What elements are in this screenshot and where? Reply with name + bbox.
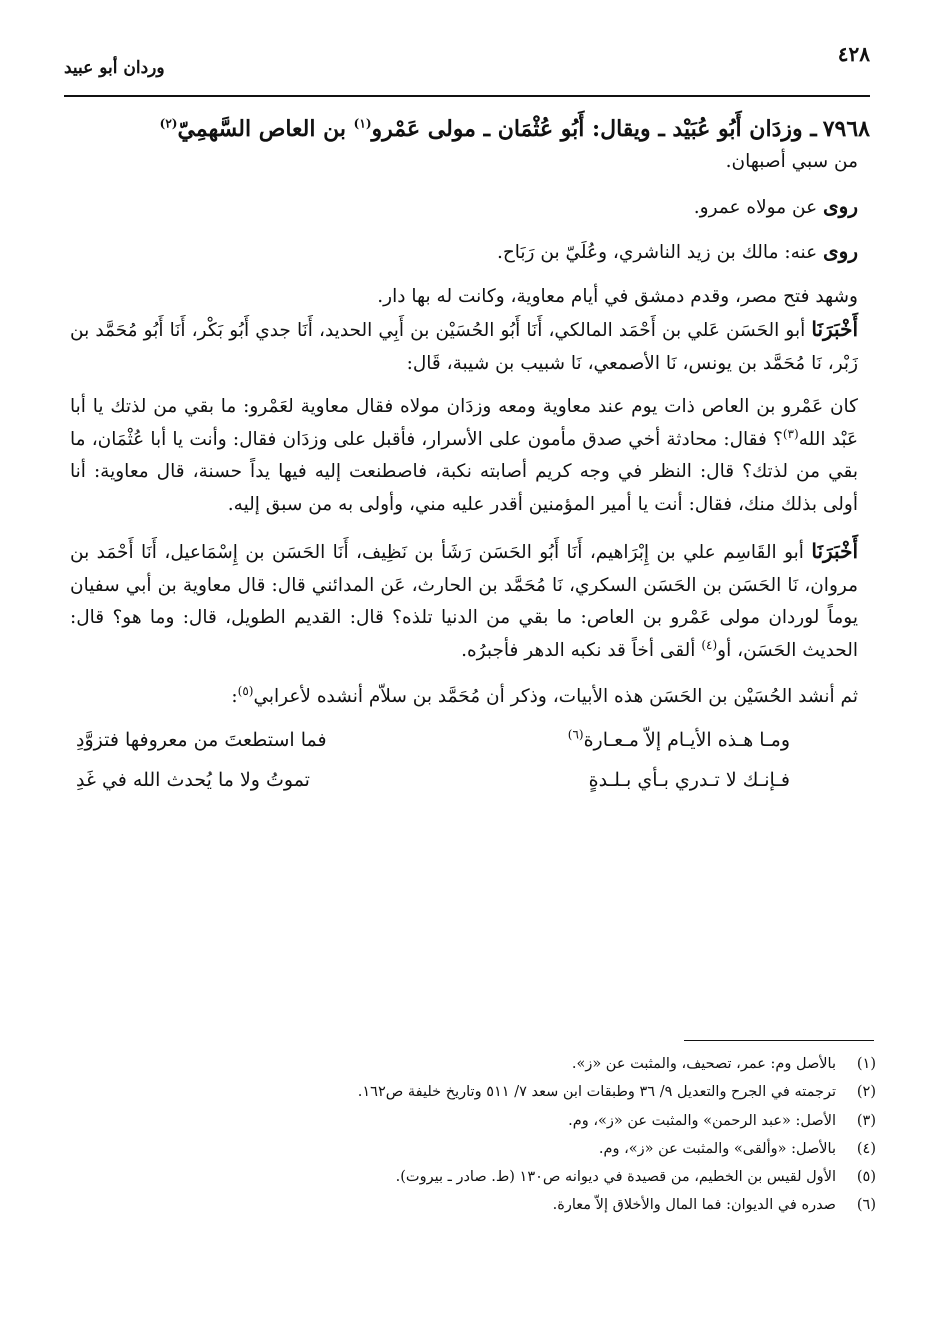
page-header xyxy=(64,40,870,90)
footnote-number: (٣) xyxy=(856,1112,876,1129)
entry-origin-line: من سبي أصبهان. xyxy=(725,151,858,172)
footnotes xyxy=(70,1050,876,1220)
footnote-ref: (٤) xyxy=(701,637,718,652)
footnote-number: (٦) xyxy=(856,1197,876,1214)
verse-text: ومـا هـذه الأيـام إلاّ مـعـارة xyxy=(583,728,790,751)
verse-second-hemistich: تموتُ ولا ما يُحدث الله في غَدِ xyxy=(76,768,310,791)
footnote-text: صدره في الديوان: فما المال والأخلاق إلاّ معارة. xyxy=(552,1197,836,1214)
entry-heading xyxy=(70,112,870,146)
page-body xyxy=(70,112,870,800)
paragraph-text: عن مولاه عمرو. xyxy=(693,196,824,218)
entry-number: ٧٩٦٨ xyxy=(822,116,870,142)
footnote-number: (١) xyxy=(856,1056,876,1072)
verse-first-hemistich: فـإنـك لا تـدري بـأي بـلـدةٍ xyxy=(588,768,790,791)
footnote-item xyxy=(70,1050,876,1078)
footnote-ref: (٦) xyxy=(567,727,584,742)
footnote-item xyxy=(70,1107,876,1135)
footnote-text: بالأصل وم: عمر، تصحيف، والمثبت عن «ز». xyxy=(571,1056,836,1072)
verse-line xyxy=(70,720,870,760)
footnote-item xyxy=(70,1135,876,1163)
running-title: وردان أبو عبيد xyxy=(64,58,165,78)
footnote-item xyxy=(70,1078,876,1106)
keyword: أَخْبَرَنَا xyxy=(811,317,858,341)
footnote-text: ترجمته في الجرح والتعديل ٩/ ٣٦ وطبقات ابن سعد ٧/ ٥١١ وتاريخ خليفة ص١٦٢. xyxy=(357,1084,836,1101)
keyword: أَخْبَرَنَا xyxy=(811,539,858,563)
paragraph-text: كان عَمْرو بن العاص ذات يوم عند معاوية ومعه وزدَان مولاه فقال معاوية لعَمْرو: ما بقي من لذتك يا أبا عَبْد الله xyxy=(70,396,858,450)
verse-line xyxy=(70,760,870,800)
paragraph-biography: وشهد فتح مصر، وقدم دمشق في أيام معاوية، وكانت له بها دار. xyxy=(377,285,858,307)
paragraph-isnad-2 xyxy=(70,535,870,667)
header-rule xyxy=(64,95,870,97)
page-number: ٤٢٨ xyxy=(837,42,870,66)
verse-first-hemistich xyxy=(568,720,790,760)
paragraph-narrators xyxy=(70,235,870,270)
paragraph-narrated-from xyxy=(70,190,870,225)
paragraph-isnad-1 xyxy=(70,313,870,380)
entry-title-part-a: ـ وزدَان أَبُو عُبَيْد ـ ويقال: أَبُو عُثْمَان ـ مولى عَمْرو xyxy=(371,116,817,142)
footnote-text: الأول لقيس بن الخطيم، من قصيدة في ديوانه ص١٣٠ (ط. صادر ـ بيروت). xyxy=(395,1169,836,1186)
footnote-item xyxy=(70,1191,876,1219)
footnote-ref: (٥) xyxy=(237,683,254,698)
keyword: روى xyxy=(823,239,858,263)
footnote-ref: (٢) xyxy=(159,116,178,131)
footnote-rule xyxy=(684,1040,874,1041)
entry-title-part-b: بن العاص السَّهمِيّ xyxy=(177,116,354,142)
verse-second-hemistich: فما استطعتَ من معروفها فتزوَّدِ xyxy=(76,728,327,751)
paragraph-text: ألقى أخاً قد نكبه الدهر فأجبرُه. xyxy=(461,639,702,661)
paragraph-text: ؟ فقال: محادثة أخي صدق مأمون على الأسرار، فأقبل على وزدَان فقال: وأنت يا أبا عُثْمَان، ما بقي من لذتك؟ قال: النظر في وجه كريم أصابته نكبة، فاصطنعت إليه فيها يداً حسنة، قال معاوية: أنا أولى بذلك منك، فقال: أنت يا أمير المؤمنين أقدر عليه مني، وأولى به من سبق إليه. xyxy=(70,428,858,515)
paragraph-text: : xyxy=(231,686,238,707)
keyword: روى xyxy=(823,193,858,218)
paragraph-text: أبو الحَسَن عَلي بن أَحْمَد المالكي، أَنَا أَبُو الحُسَيْن بن أَبِي الحديد، أَنَا جدي أَبُو بَكْر، أَنَا أَبُو مُحَمَّد بن زَبْر، نَا مُحَمَّد بن يونس، نَا الأصمعي، نَا شبيب بن شيبة، قَال: xyxy=(70,320,858,374)
footnote-ref: (٣) xyxy=(782,426,799,441)
paragraph-verse-intro xyxy=(70,681,870,714)
footnote-ref: (١) xyxy=(353,116,372,131)
footnote-item xyxy=(70,1163,876,1191)
paragraph-text: أبو القَاسِم علي بن إِبْرَاهيم، أَنَا أَبُو الحَسَن رَشَأ بن نَظِيف، أَنَا الحَسَن بن إِسْمَاعيل، أَنَا أَحْمَد بن مروان، نَا الحَسَن بن الحَسَن السكري، نَا مُحَمَّد بن الحارث، عَن المدائني قال: قال معاوية بن أبي سفيان يوماً لوردان مولى عَمْرو بن العاص: ما بقي من الدنيا تلذه؟ قال: القديم الطويل، قال: وما هو؟ قال: الحديث الحَسَن، أو xyxy=(70,542,858,661)
footnote-number: (٢) xyxy=(856,1084,876,1101)
footnote-number: (٥) xyxy=(856,1169,876,1186)
footnote-text: الأصل: «عبد الرحمن» والمثبت عن «ز»، وم. xyxy=(568,1112,836,1129)
paragraph-anecdote-1 xyxy=(70,391,870,521)
paragraph-text: ثم أنشد الحُسَيْن بن الحَسَن هذه الأبيات، وذكر أن مُحَمَّد بن سلاّم أنشده لأعرابي xyxy=(253,686,858,707)
footnote-text: بالأصل: «وألقى» والمثبت عن «ز»، وم. xyxy=(598,1140,836,1157)
paragraph-text: عنه: مالك بن زيد الناشري، وعُلَيّ بن رَبَاح. xyxy=(496,242,824,263)
footnote-number: (٤) xyxy=(856,1140,876,1157)
